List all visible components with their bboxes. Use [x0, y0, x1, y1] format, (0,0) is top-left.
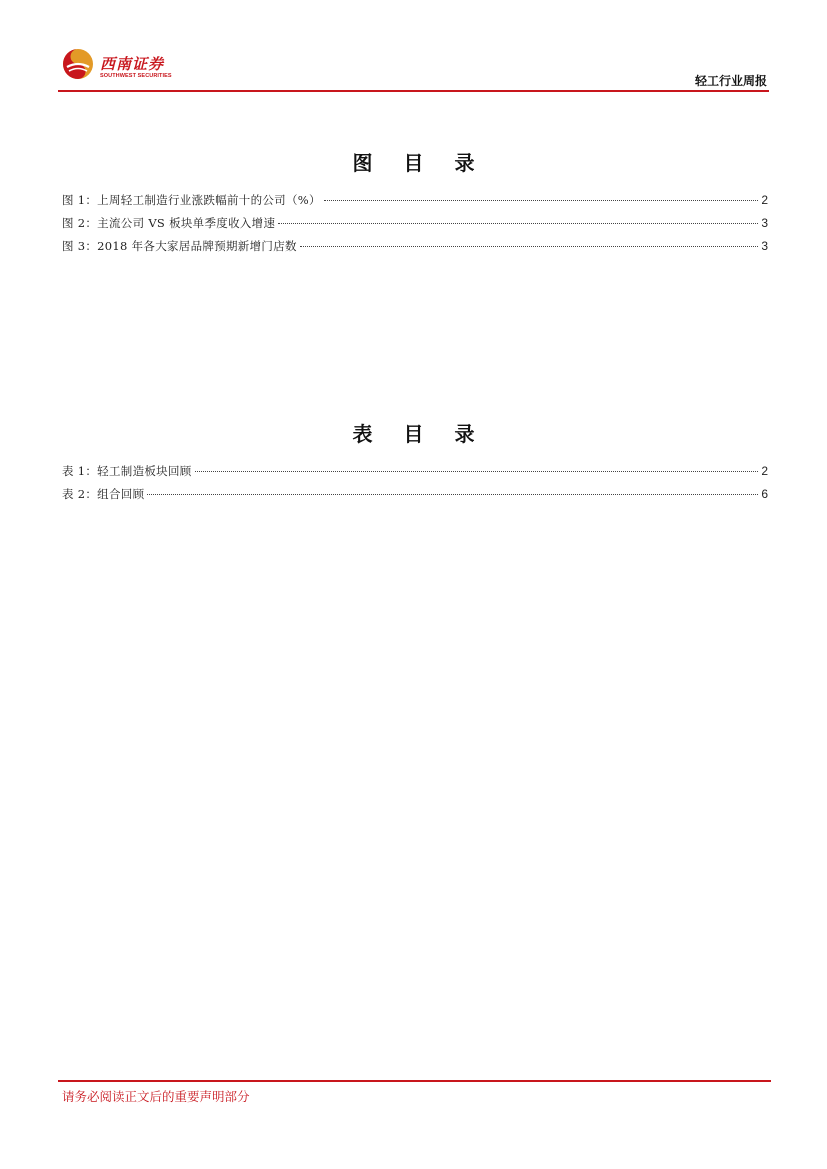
logo-english-name: SOUTHWEST SECURITIES: [100, 73, 172, 79]
report-title: 轻工行业周报: [694, 74, 767, 88]
toc-entry-label: 图 2：主流公司 VS 板块单季度收入增速: [62, 216, 276, 230]
header-divider: [58, 90, 769, 92]
toc-entry-figure-2[interactable]: [62, 215, 768, 238]
tables-toc-heading: 表 目 录: [352, 422, 487, 446]
dot-leader: [324, 200, 759, 201]
footer-disclaimer: 请务必阅读正文后的重要声明部分: [62, 1089, 250, 1104]
figures-toc-heading: 图 目 录: [352, 151, 487, 175]
logo-emblem-icon: [62, 48, 94, 80]
footer-divider: [58, 1080, 771, 1082]
toc-entry-table-2[interactable]: [62, 486, 768, 509]
company-logo: [62, 48, 182, 88]
dot-leader: [300, 246, 759, 247]
dot-leader: [195, 471, 759, 472]
toc-entry-page: 2: [761, 464, 768, 478]
toc-entry-page: 3: [761, 239, 768, 253]
toc-entry-page: 2: [761, 193, 768, 207]
toc-entry-figure-1[interactable]: [62, 192, 768, 215]
toc-entry-label: 图 3：2018 年各大家居品牌预期新增门店数: [62, 239, 297, 253]
dot-leader: [278, 223, 758, 224]
toc-entry-label: 图 1：上周轻工制造行业涨跌幅前十的公司（%）: [62, 193, 321, 207]
dot-leader: [147, 494, 758, 495]
toc-entry-figure-3[interactable]: [62, 238, 768, 261]
page-header: [58, 46, 769, 92]
logo-chinese-name: 西南证券: [100, 55, 165, 73]
figures-toc-list: [62, 192, 768, 261]
toc-entry-label: 表 2：组合回顾: [62, 487, 145, 501]
toc-entry-label: 表 1：轻工制造板块回顾: [62, 464, 192, 478]
tables-toc-list: [62, 463, 768, 509]
toc-entry-table-1[interactable]: [62, 463, 768, 486]
toc-entry-page: 6: [761, 487, 768, 501]
toc-entry-page: 3: [761, 216, 768, 230]
